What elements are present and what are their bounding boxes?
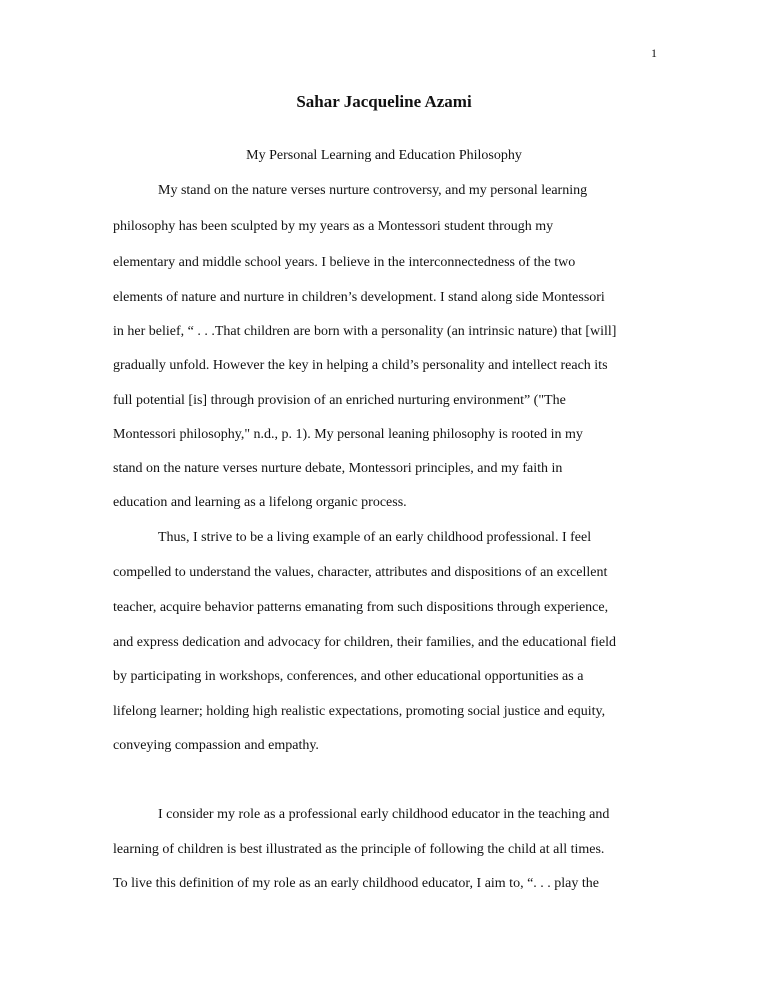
text-line: Thus, I strive to be a living example of an early childhood professional. I feel — [158, 530, 592, 545]
text-line: lifelong learner; holding high realistic expectations, promoting social justice and equity, — [113, 704, 606, 719]
text-line: compelled to understand the values, character, attributes and dispositions of an excellent — [113, 565, 608, 580]
text-line: philosophy has been sculpted by my years as a Montessori student through my — [113, 219, 554, 234]
text-line: To live this definition of my role as an early childhood educator, I aim to, “. . . play the — [113, 876, 599, 891]
document-subtitle: My Personal Learning and Education Philosophy — [246, 148, 522, 163]
page-number: 1 — [651, 46, 657, 60]
text-line: learning of children is best illustrated as the principle of following the child at all times. — [113, 842, 605, 857]
document-title: Sahar Jacqueline Azami — [296, 92, 472, 111]
text-line: in her belief, “ . . .That children are born with a personality (an intrinsic nature) that [will] — [113, 324, 617, 339]
text-line: My stand on the nature verses nurture controversy, and my personal learning — [158, 183, 588, 198]
text-line: education and learning as a lifelong organic process. — [113, 495, 407, 510]
text-line: full potential [is] through provision of an enriched nurturing environment” ("The — [113, 393, 566, 408]
text-line: conveying compassion and empathy. — [113, 738, 319, 753]
text-line: Montessori philosophy," n.d., p. 1). My personal leaning philosophy is rooted in my — [113, 427, 583, 442]
text-line: elements of nature and nurture in children’s development. I stand along side Montessori — [113, 290, 605, 305]
text-line: gradually unfold. However the key in helping a child’s personality and intellect reach its — [113, 358, 608, 373]
text-line: I consider my role as a professional early childhood educator in the teaching and — [158, 807, 610, 822]
text-line: elementary and middle school years. I believe in the interconnectedness of the two — [113, 255, 576, 270]
text-line: by participating in workshops, conferences, and other educational opportunities as a — [113, 669, 584, 684]
text-line: teacher, acquire behavior patterns emanating from such dispositions through experience, — [113, 600, 609, 615]
text-line: stand on the nature verses nurture debate, Montessori principles, and my faith in — [113, 461, 563, 476]
text-line: and express dedication and advocacy for children, their families, and the educational field — [113, 635, 617, 650]
